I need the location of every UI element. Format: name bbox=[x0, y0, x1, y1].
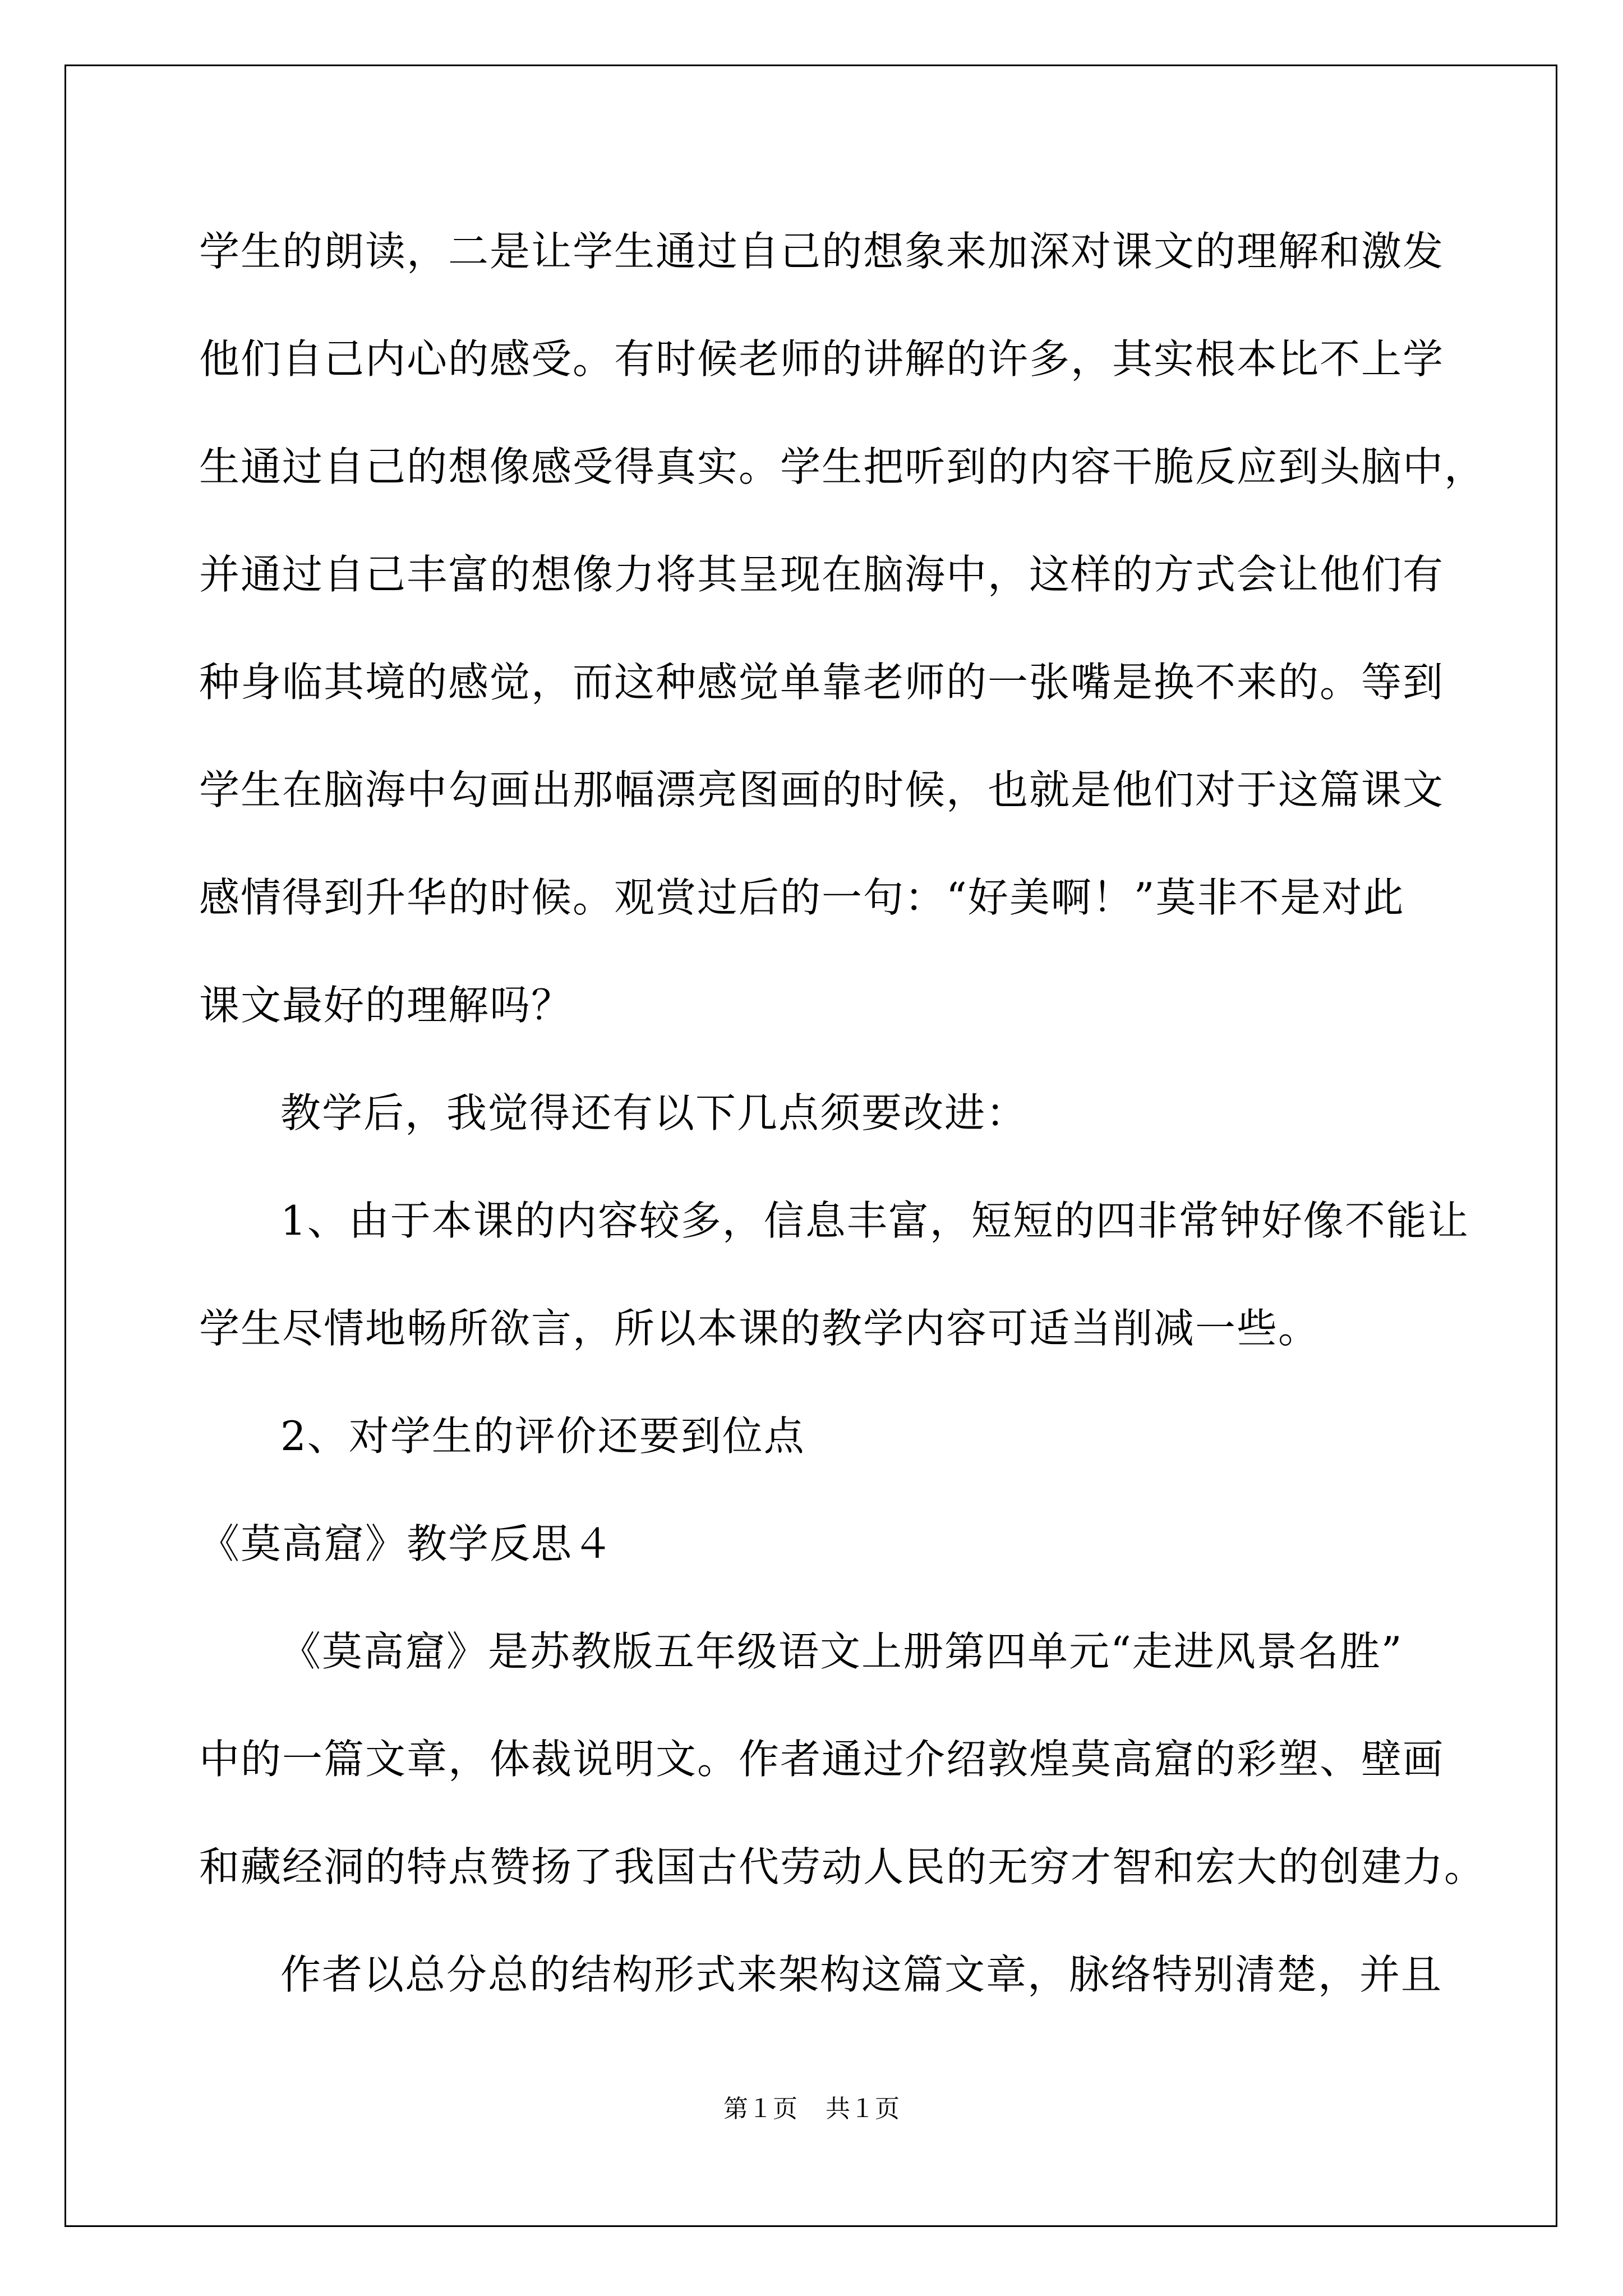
body-line-1: 学生的朗读，二是让学生通过自己的想象来加深对课文的理解和激发 bbox=[199, 228, 1445, 275]
page-number: 第１页 bbox=[723, 2095, 797, 2123]
body-line-7: 感情得到升华的时候。观赏过后的一句：“好美啊！”莫非不是对此 bbox=[199, 874, 1405, 921]
body-line-14: 《莫高窟》是苏教版五年级语文上册第四单元“走进风景名胜” bbox=[280, 1628, 1403, 1675]
body-line-16: 和藏经洞的特点赞扬了我国古代劳动人民的无穷才智和宏大的创建力。 bbox=[199, 1843, 1486, 1890]
body-line-15: 中的一篇文章，体裁说明文。作者通过介绍敦煌莫高窟的彩塑、壁画 bbox=[199, 1736, 1445, 1783]
list-item-1-line-1: 1、由于本课的内容较多，信息丰富，短短的四非常钟好像不能让 bbox=[280, 1197, 1469, 1244]
body-line-9: 教学后，我觉得还有以下几点须要改进： bbox=[280, 1089, 1028, 1137]
body-line-2: 他们自己内心的感受。有时候老师的讲解的许多，其实根本比不上学 bbox=[199, 335, 1445, 383]
page-border bbox=[64, 65, 1557, 2227]
body-line-6: 学生在脑海中勾画出那幅漂亮图画的时候，也就是他们对于这篇课文 bbox=[199, 766, 1445, 813]
body-line-5: 种身临其境的感觉，而这种感觉单靠老师的一张嘴是换不来的。等到 bbox=[199, 659, 1445, 706]
body-line-4: 并通过自己丰富的想像力将其呈现在脑海中，这样的方式会让他们有 bbox=[199, 551, 1445, 598]
section-heading: 《莫高窟》教学反思４ bbox=[199, 1520, 615, 1567]
body-line-3: 生通过自己的想像感受得真实。学生把听到的内容干脆反应到头脑中， bbox=[199, 443, 1486, 490]
page-total: 共１页 bbox=[826, 2095, 900, 2123]
body-line-8: 课文最好的理解吗？ bbox=[199, 982, 573, 1029]
body-line-17: 作者以总分总的结构形式来架构这篇文章，脉络特别清楚，并且 bbox=[280, 1951, 1443, 1998]
page-footer bbox=[0, 2092, 1623, 2126]
list-item-2: 2、对学生的评价还要到位点 bbox=[280, 1412, 805, 1460]
list-item-1-line-2: 学生尽情地畅所欲言，所以本课的教学内容可适当削减一些。 bbox=[199, 1305, 1320, 1352]
